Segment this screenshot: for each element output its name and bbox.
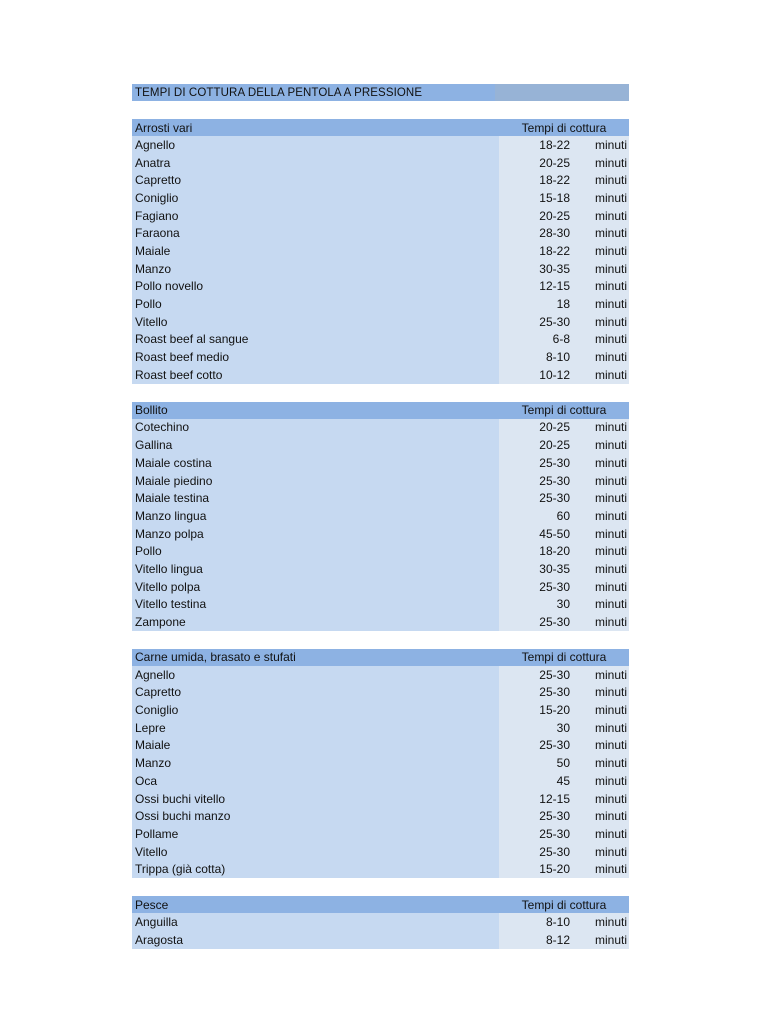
time-unit: minuti [573,825,629,843]
table-row [132,807,629,825]
cooking-time: 18-20 [499,542,573,560]
table-row [132,507,629,525]
table-row [132,719,629,737]
food-name: Pollo [132,542,499,560]
cooking-time: 6-8 [499,331,573,349]
table-row [132,596,629,614]
time-unit: minuti [573,666,629,684]
time-unit: minuti [573,242,629,260]
cooking-time: 20-25 [499,436,573,454]
table-row [132,419,629,437]
cooking-time: 15-20 [499,860,573,878]
table-row [132,171,629,189]
food-name: Anguilla [132,913,499,931]
cooking-time: 45 [499,772,573,790]
food-name: Oca [132,772,499,790]
cooking-time: 30 [499,719,573,737]
table-row [132,525,629,543]
section-header [132,649,629,666]
cooking-time: 25-30 [499,489,573,507]
time-unit: minuti [573,507,629,525]
cooking-time: 10-12 [499,366,573,384]
table-row [132,772,629,790]
food-name: Roast beef cotto [132,366,499,384]
sheet-title [132,84,629,101]
food-name: Agnello [132,136,499,154]
section-header [132,402,629,419]
table-row [132,207,629,225]
time-unit: minuti [573,578,629,596]
time-unit: minuti [573,224,629,242]
food-name: Zampone [132,613,499,631]
food-name: Pollo novello [132,278,499,296]
food-name: Gallina [132,436,499,454]
time-unit: minuti [573,931,629,949]
table-row [132,366,629,384]
cooking-time: 25-30 [499,843,573,861]
time-unit: minuti [573,207,629,225]
food-name: Maiale [132,242,499,260]
table-row [132,436,629,454]
table-row [132,454,629,472]
cooking-time: 18 [499,295,573,313]
table-row [132,313,629,331]
time-unit: minuti [573,136,629,154]
table-row [132,913,629,931]
time-column-header: Tempi di cottura [521,650,607,665]
table-row [132,684,629,702]
food-name: Agnello [132,666,499,684]
cooking-time: 60 [499,507,573,525]
table-row [132,154,629,172]
table-row [132,189,629,207]
cooking-time: 25-30 [499,737,573,755]
sections-container [132,119,629,949]
table-row [132,790,629,808]
food-name: Ossi buchi vitello [132,790,499,808]
section-header [132,119,629,136]
food-name: Lepre [132,719,499,737]
food-name: Coniglio [132,701,499,719]
time-unit: minuti [573,260,629,278]
table-row [132,489,629,507]
cooking-time: 12-15 [499,278,573,296]
food-name: Vitello lingua [132,560,499,578]
food-name: Capretto [132,684,499,702]
table-row [132,278,629,296]
food-name: Manzo lingua [132,507,499,525]
time-column-header: Tempi di cottura [521,897,607,912]
time-column-header: Tempi di cottura [521,403,607,418]
section-title: Carne umida, brasato e stufati [135,650,296,665]
food-name: Roast beef al sangue [132,331,499,349]
cooking-time: 25-30 [499,578,573,596]
cooking-time: 18-22 [499,171,573,189]
food-name: Manzo [132,754,499,772]
time-unit: minuti [573,701,629,719]
table-row [132,542,629,560]
cooking-time: 25-30 [499,666,573,684]
time-column-header: Tempi di cottura [521,120,607,135]
cooking-time: 45-50 [499,525,573,543]
section-title: Arrosti vari [135,120,193,135]
table-row [132,260,629,278]
food-name: Vitello [132,313,499,331]
table-row [132,931,629,949]
time-unit: minuti [573,542,629,560]
food-name: Roast beef medio [132,348,499,366]
table-row [132,295,629,313]
table-row [132,613,629,631]
cooking-time: 25-30 [499,807,573,825]
time-unit: minuti [573,189,629,207]
food-name: Vitello [132,843,499,861]
time-unit: minuti [573,171,629,189]
time-unit: minuti [573,737,629,755]
section-title: Pesce [135,897,169,912]
table-row [132,825,629,843]
time-unit: minuti [573,790,629,808]
cooking-time: 8-10 [499,913,573,931]
cooking-time: 25-30 [499,454,573,472]
table-row [132,578,629,596]
cooking-time: 18-22 [499,136,573,154]
section-header [132,896,629,913]
table-row [132,472,629,490]
cooking-time: 25-30 [499,613,573,631]
food-name: Maiale piedino [132,472,499,490]
food-name: Maiale testina [132,489,499,507]
food-name: Maiale [132,737,499,755]
time-unit: minuti [573,684,629,702]
food-name: Pollame [132,825,499,843]
food-name: Manzo [132,260,499,278]
food-name: Aragosta [132,931,499,949]
food-name: Vitello testina [132,596,499,614]
cooking-time: 25-30 [499,313,573,331]
cooking-time: 30-35 [499,260,573,278]
time-unit: minuti [573,419,629,437]
time-unit: minuti [573,560,629,578]
cooking-time: 20-25 [499,419,573,437]
table-row [132,737,629,755]
table-row [132,348,629,366]
food-name: Cotechino [132,419,499,437]
time-unit: minuti [573,472,629,490]
cooking-time: 8-10 [499,348,573,366]
time-unit: minuti [573,278,629,296]
cooking-time: 25-30 [499,684,573,702]
time-unit: minuti [573,913,629,931]
food-name: Maiale costina [132,454,499,472]
time-unit: minuti [573,295,629,313]
section-0 [132,119,629,384]
food-name: Vitello polpa [132,578,499,596]
table-row [132,224,629,242]
cooking-time: 28-30 [499,224,573,242]
cooking-time: 20-25 [499,207,573,225]
time-unit: minuti [573,772,629,790]
section-3 [132,896,629,948]
table-row [132,331,629,349]
cooking-time: 8-12 [499,931,573,949]
food-name: Manzo polpa [132,525,499,543]
table-row [132,754,629,772]
time-unit: minuti [573,843,629,861]
time-unit: minuti [573,613,629,631]
food-name: Anatra [132,154,499,172]
food-name: Ossi buchi manzo [132,807,499,825]
table-row [132,242,629,260]
food-name: Pollo [132,295,499,313]
food-name: Trippa (già cotta) [132,860,499,878]
time-unit: minuti [573,366,629,384]
time-unit: minuti [573,331,629,349]
section-2 [132,649,629,878]
table-row [132,843,629,861]
cooking-time: 50 [499,754,573,772]
cooking-time: 20-25 [499,154,573,172]
cooking-time: 30-35 [499,560,573,578]
time-unit: minuti [573,154,629,172]
time-unit: minuti [573,860,629,878]
time-unit: minuti [573,754,629,772]
cooking-time: 15-20 [499,701,573,719]
food-name: Fagiano [132,207,499,225]
time-unit: minuti [573,436,629,454]
cooking-time: 30 [499,596,573,614]
table-row [132,136,629,154]
cooking-time: 15-18 [499,189,573,207]
section-1 [132,402,629,631]
time-unit: minuti [573,489,629,507]
cooking-times-sheet [132,84,629,949]
time-unit: minuti [573,596,629,614]
time-unit: minuti [573,348,629,366]
table-row [132,666,629,684]
food-name: Capretto [132,171,499,189]
table-row [132,701,629,719]
cooking-time: 25-30 [499,472,573,490]
time-unit: minuti [573,313,629,331]
food-name: Faraona [132,224,499,242]
food-name: Coniglio [132,189,499,207]
cooking-time: 12-15 [499,790,573,808]
table-row [132,860,629,878]
time-unit: minuti [573,454,629,472]
time-unit: minuti [573,719,629,737]
time-unit: minuti [573,807,629,825]
sheet-title-text: TEMPI DI COTTURA DELLA PENTOLA A PRESSIONE [135,86,423,99]
section-title: Bollito [135,403,168,418]
table-row [132,560,629,578]
time-unit: minuti [573,525,629,543]
cooking-time: 25-30 [499,825,573,843]
cooking-time: 18-22 [499,242,573,260]
